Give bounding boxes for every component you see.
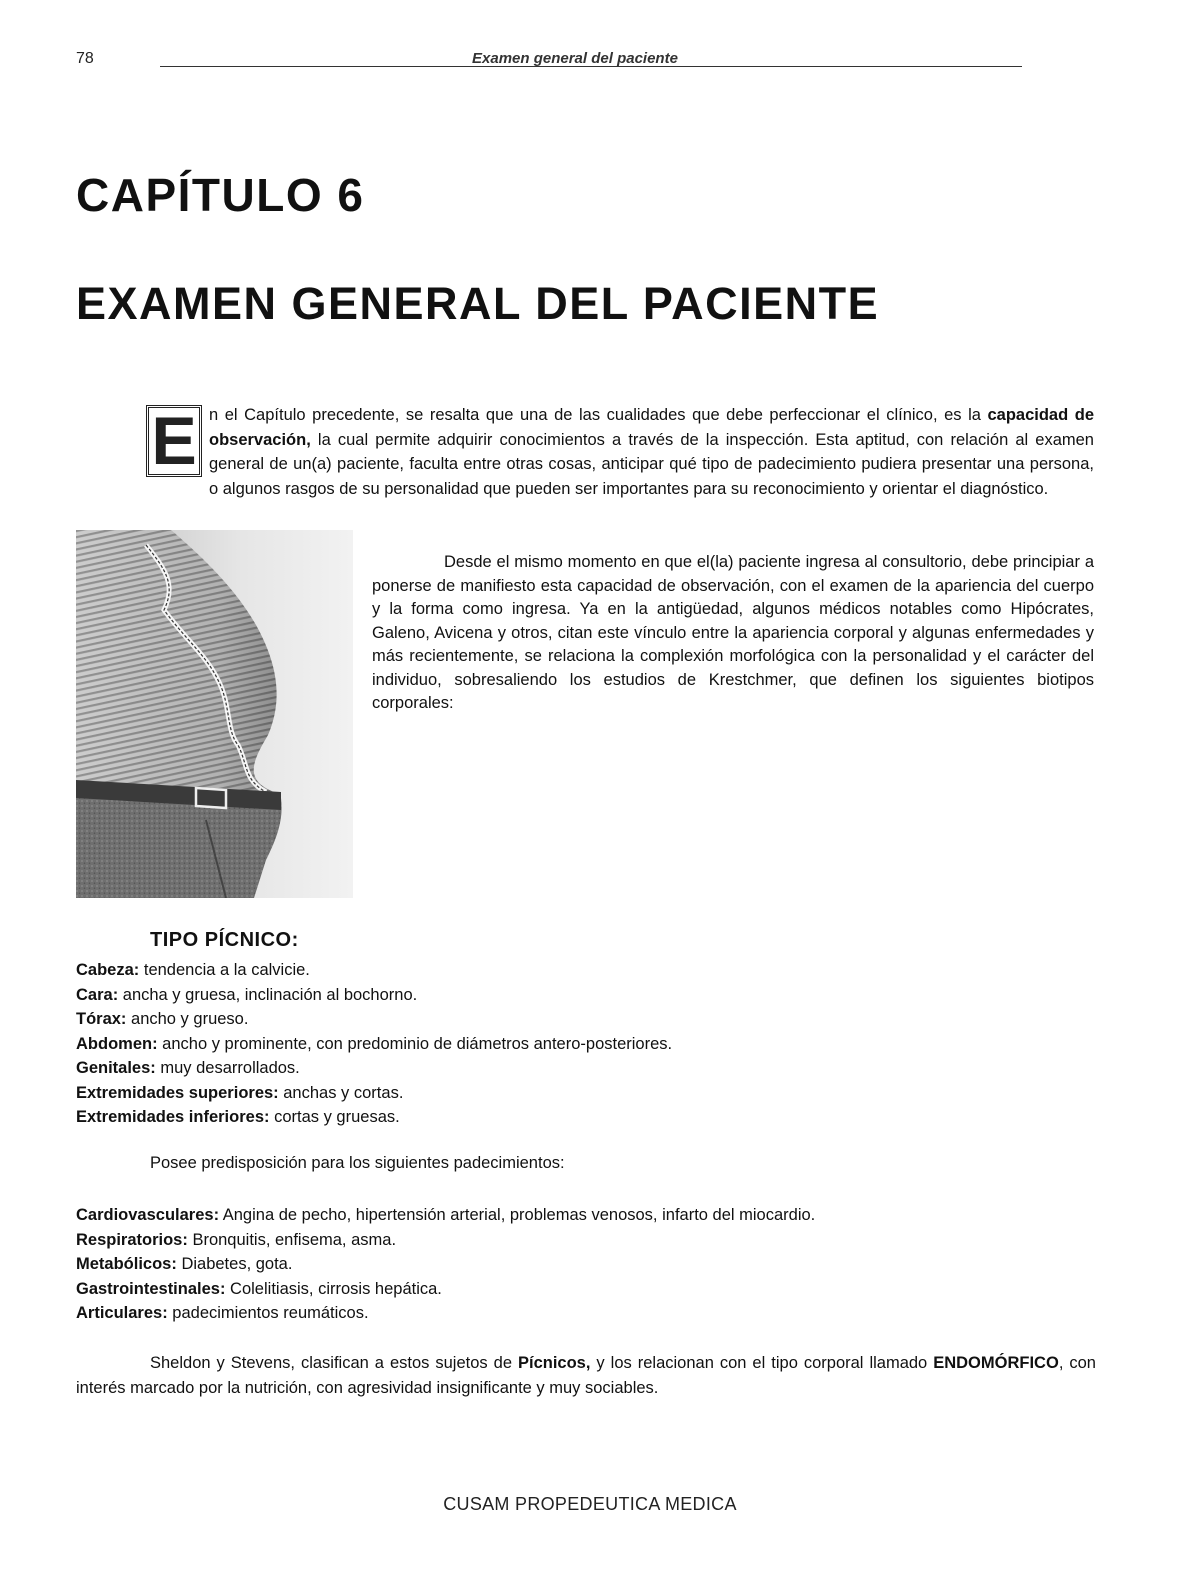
list-item (76, 1203, 1094, 1228)
list-item (76, 1007, 1094, 1032)
page-footer: CUSAM PROPEDEUTICA MEDICA (443, 1494, 737, 1514)
list-item (76, 983, 1094, 1008)
disease-label: Metabólicos: (76, 1255, 177, 1273)
list-item (76, 1105, 1094, 1130)
trait-label: Extremidades superiores: (76, 1083, 279, 1102)
closing-text-3: , con interés marcado por la nutrición, con agresividad insignificante y muy sociables. (76, 1354, 1096, 1397)
disease-value: Diabetes, gota. (176, 1255, 293, 1273)
list-item (76, 1228, 1094, 1253)
trait-value: ancho y grueso. (126, 1010, 249, 1028)
closing-bold-2: ENDOMÓRFICO (933, 1354, 1059, 1372)
trait-label: Cara: (76, 985, 119, 1004)
closing-paragraph (76, 1351, 1096, 1400)
disease-value: Colelitiasis, cirrosis hepática. (225, 1279, 442, 1298)
trait-label: Extremidades inferiores: (76, 1108, 270, 1126)
body-paragraph-2: Desde el mismo momento en que el(la) paciente ingresa al consultorio, debe principiar a ponerse de manifiesto esta capacidad de observación, con el examen de la apariencia del cuerpo y la forma como ingresa. Ya en la antigüedad, algunos médicos notables como Hipócrates, Galeno, Avicena y otros, citan este vínculo entre la apariencia corporal y algunas enfermedades y más recientemente, se relaciona la complexión morfológica con la personalidad y el carácter del individuo, sobresaliendo los estudios de Krestchmer, que definen los siguientes biotipos corporales: (372, 553, 1094, 712)
list-item (76, 1301, 1094, 1326)
disease-label: Cardiovasculares: (76, 1206, 220, 1224)
trait-label: Genitales: (76, 1059, 156, 1077)
list-item (76, 1056, 1094, 1081)
section-heading-picnico: TIPO PÍCNICO: (150, 929, 299, 951)
list-item (76, 958, 1094, 983)
trait-value: tendencia a la calvicie. (139, 961, 310, 979)
drop-cap: E (146, 405, 202, 477)
disease-value: Bronquitis, enfisema, asma. (187, 1230, 397, 1249)
list-item (76, 1032, 1094, 1057)
trait-value: anchas y cortas. (278, 1083, 404, 1102)
disease-value: Angina de pecho, hipertensión arterial, problemas venosos, infarto del miocardio. (219, 1206, 816, 1224)
trait-value: ancha y gruesa, inclinación al bochorno. (118, 985, 418, 1004)
closing-text-2: y los relacionan con el tipo corporal llamado (590, 1354, 934, 1372)
closing-bold-1: Pícnicos, (517, 1354, 591, 1372)
trait-label: Cabeza: (76, 961, 140, 979)
diseases-list (76, 1203, 1094, 1326)
disease-label: Articulares: (76, 1304, 168, 1322)
trait-label: Tórax: (76, 1010, 127, 1028)
trait-label: Abdomen: (76, 1034, 158, 1053)
disease-label: Respiratorios: (76, 1230, 188, 1249)
page-header (76, 50, 1022, 70)
list-item (76, 1277, 1094, 1302)
list-item (76, 1252, 1094, 1277)
predisposition-text: Posee predisposición para los siguientes padecimientos: (150, 1154, 565, 1172)
running-title: Examen general del paciente (472, 50, 678, 67)
trait-value: muy desarrollados. (155, 1059, 300, 1077)
disease-value: padecimientos reumáticos. (167, 1304, 369, 1322)
closing-text-1: Sheldon y Stevens, clasifican a estos sujetos de (150, 1354, 518, 1372)
intro-text-1: n el Capítulo precedente, se resalta que una de las cualidades que debe perfeccionar el clínico, es la (209, 406, 988, 424)
chapter-title: EXAMEN GENERAL DEL PACIENTE (76, 278, 880, 329)
intro-bold-1: capacidad de observación, (209, 406, 1094, 449)
list-item (76, 1081, 1094, 1106)
traits-list (76, 958, 1094, 1130)
chapter-label: CAPÍTULO 6 (76, 169, 365, 221)
page-number: 78 (76, 50, 94, 67)
abdomen-photo (76, 530, 353, 898)
trait-value: cortas y gruesas. (269, 1108, 400, 1126)
disease-label: Gastrointestinales: (76, 1279, 226, 1298)
intro-text-2: la cual permite adquirir conocimientos a través de la inspección. Esta aptitud, con relación al examen general de un(a) paciente, faculta entre otras cosas, anticipar qué tipo de padecimiento pudiera presentar una persona, o algunos rasgos de su personalidad que pueden ser importantes para su reconocimiento y orientar el diagnóstico. (209, 430, 1094, 498)
intro-paragraph (76, 403, 1094, 501)
trait-value: ancho y prominente, con predominio de diámetros antero-posteriores. (157, 1034, 673, 1053)
